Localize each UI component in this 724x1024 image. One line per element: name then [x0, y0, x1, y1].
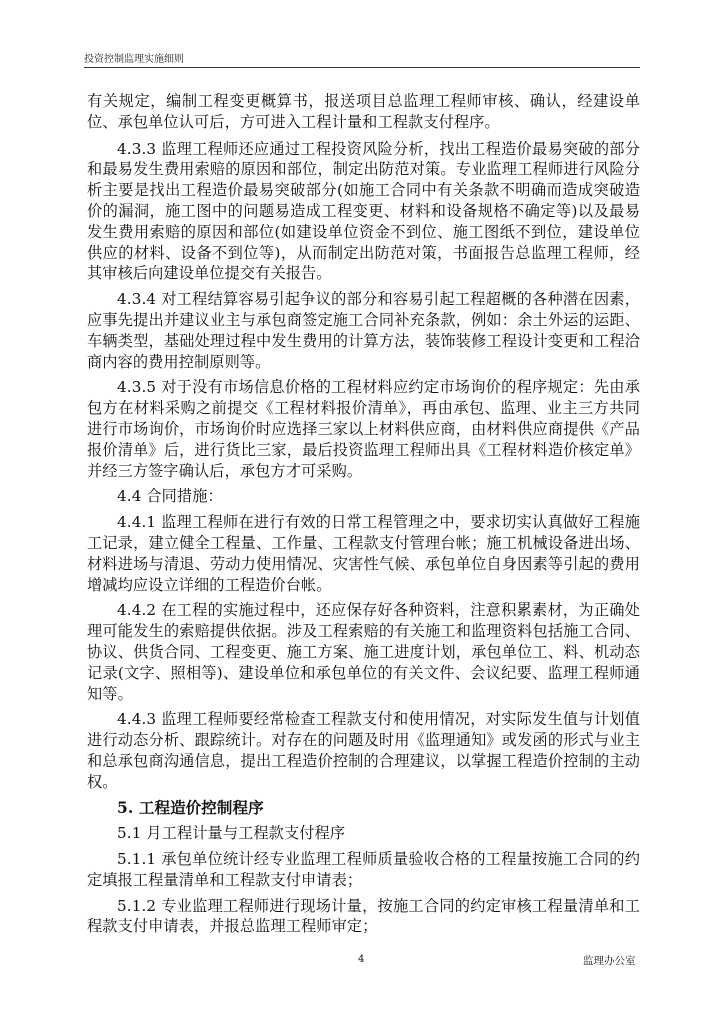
page-header-title: 投资控制监理实施细则: [84, 54, 184, 65]
paragraph-4-4-2: 4.4.2 在工程的实施过程中，还应保存好各种资料，注意积累素材，为正确处理可能发生的索赔提供依据。涉及工程索赔的有关施工和监理资料包括施工合同、协议、供货合同、工程变更、施工方案、施工进度计划，承包单位工、料、机动态记录(文字、照相等)、建设单位和承包单位的有关文件、会议纪要、监理工程师通知等。: [87, 601, 640, 703]
paragraph-4-3-4: 4.3.4 对工程结算容易引起争议的部分和容易引起工程超概的各种潜在因素，应事先提出并建议业主与承包商签定施工合同补充条款，例如：余土外运的运距、车辆类型，基础处理过程中发生费用的计算方法，装饰装修工程设计变更和工程洽商内容的费用控制原则等。: [87, 290, 640, 371]
page-number: 4: [358, 954, 365, 965]
paragraph-4-4-3: 4.4.3 监理工程师要经常检查工程款支付和使用情况，对实际发生值与计划值进行动态分析、跟踪统计。对存在的问题及时用《监理通知》或发函的形式与业主和总承包商沟通信息，提出工程造价控制的合理建议，以掌握工程造价控制的主动权。: [87, 710, 640, 791]
paragraph-5-1-1: 5.1.1 承包单位统计经专业监理工程师质量验收合格的工程量按施工合同的约定填报工程量清单和工程款支付申请表；: [87, 850, 640, 889]
header-rule: [84, 67, 640, 68]
heading-5-1: 5.1 月工程计量与工程款支付程序: [117, 824, 346, 843]
footer-org: 监理办公室: [583, 955, 636, 967]
paragraph-4-3-3: 4.3.3 监理工程师还应通过工程投资风险分析，找出工程造价最易突破的部分和最易发生费用索赔的原因和部位，制定出防范对策。专业监理工程师进行风险分析主要是找出工程造价最易突破部分(如施工合同中有关条款不明确而造成突破造价的漏洞，施工图中的问题易造成工程变更、材料和设备规格不确定等)以及最易发生费用索赔的原因和部位(如建设单位资金不到位、施工图纸不到位，建设单位供应的材料、设备不到位等)，从而制定出防范对策，书面报告总监理工程师，经其审核后向建设单位提交有关报告。: [87, 139, 640, 283]
document-body: [87, 91, 640, 942]
paragraph-continuation: 有关规定，编制工程变更概算书，报送项目总监理工程师审核、确认，经建设单位、承包单位认可后，方可进入工程计量和工程款支付程序。: [87, 92, 640, 131]
paragraph-4-4-1: 4.4.1 监理工程师在进行有效的日常工程管理之中，要求切实认真做好工程施工记录，建立健全工程量、工作量、工程款支付管理台帐；施工机械设备进出场、材料进场与清退、劳动力使用情况、灾害性气候、承包单位自身因素等引起的费用增减均应设立详细的工程造价台帐。: [87, 513, 640, 594]
paragraph-4-3-5: 4.3.5 对于没有市场信息价格的工程材料应约定市场询价的程序规定：先由承包方在材料采购之前提交《工程材料报价清单》，再由承包、监理、业主三方共同进行市场询价，市场询价时应选择三家以上材料供应商，由材料供应商提供《产品报价清单》后，进行货比三家，最后投资监理工程师出具《工程材料造价核定单》并经三方签字确认后，承包方才可采购。: [87, 378, 640, 480]
paragraph-5-1-2: 5.1.2 专业监理工程师进行现场计量，按施工合同的约定审核工程量清单和工程款支付申请表，并报总监理工程师审定；: [87, 896, 640, 936]
heading-4-4: 4.4 合同措施：: [117, 487, 223, 506]
section-heading-5: 5. 工程造价控制程序: [117, 797, 264, 817]
